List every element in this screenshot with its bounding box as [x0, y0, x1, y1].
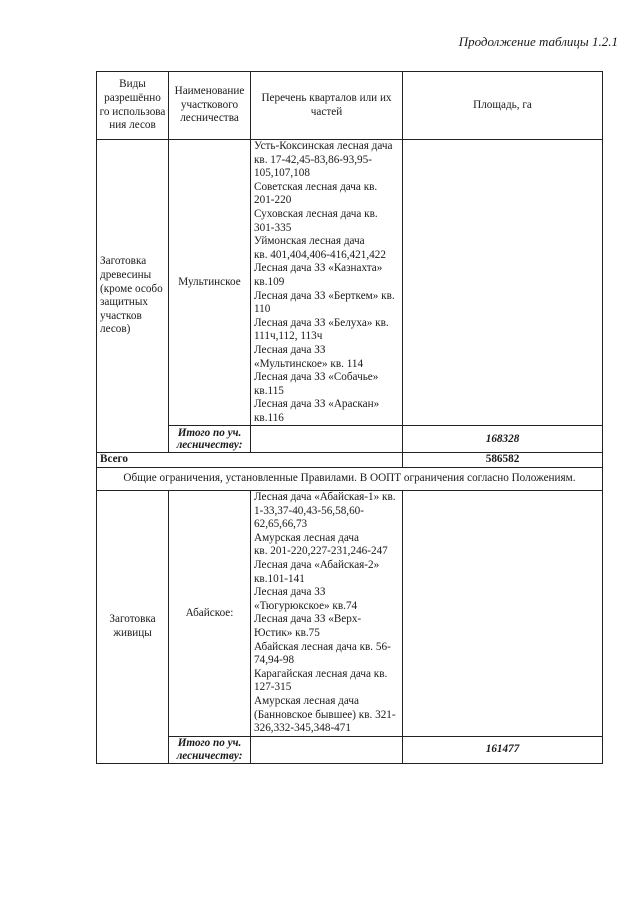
total-label: Всего	[97, 453, 403, 468]
subtotal-value: 161477	[403, 736, 603, 763]
subtotal-value: 168328	[403, 426, 603, 453]
list-item: кв. 401,404,406-416,421,422	[254, 248, 386, 261]
list-item: Амурская лесная дача	[254, 531, 359, 544]
list-item: Суховская лесная дача кв. 301-335	[254, 207, 378, 234]
use-kind-cell: Заготовка древесины (кроме особо защитных участков лесов)	[97, 140, 169, 453]
list-item: кв. 201-220,227-231,246-247	[254, 545, 388, 558]
list-item: Лесная дача «Абайская-1» кв. 1-33,37-40,43-56,58,60-62,65,66,73	[254, 491, 396, 531]
list-item: Лесная дача ЗЗ «Тюгурюкское» кв.74	[254, 586, 358, 612]
list-item: Лесная дача ЗЗ «Араскан» кв.116	[254, 398, 380, 424]
list-item: Амурская лесная дача (Банновское бывшее) кв. 321-326,332-345,348-471	[254, 694, 396, 735]
restrictions-note: Общие ограничения, установленные Правилами. В ООПТ ограничения согласно Положениям.	[97, 468, 603, 491]
forest-use-table	[96, 71, 603, 764]
list-item: Советская лесная дача кв. 201-220	[254, 180, 378, 207]
area-cell	[403, 491, 603, 737]
header-quarters: Перечень кварталов или их частей	[251, 72, 403, 140]
forestry-name-cell: Абайское:	[169, 491, 251, 737]
header-forestry: Наименование участкового лесничества	[169, 72, 251, 140]
list-item: Лесная дача ЗЗ «Белуха» кв. 111ч,112, 113ч	[254, 316, 389, 343]
header-use-kind: Виды разрешённо го использова ния лесов	[97, 72, 169, 140]
header-area: Площадь, га	[403, 72, 603, 140]
list-item: Лесная дача ЗЗ «Верх-Юстик» кв.75	[254, 613, 362, 639]
subtotal-row	[97, 426, 603, 453]
empty-cell	[251, 736, 403, 763]
restrictions-row	[97, 468, 603, 491]
area-cell	[403, 140, 603, 426]
list-item: Абайская лесная дача кв. 56-74,94-98	[254, 640, 391, 667]
quarters-list-cell	[251, 140, 403, 426]
table-header-row	[97, 72, 603, 140]
quarters-list-cell	[251, 491, 403, 737]
list-item: Усть-Коксинская лесная дача	[254, 140, 393, 152]
subtotal-label: Итого по уч. лесничеству:	[169, 426, 251, 453]
forestry-name-cell: Мультинское	[169, 140, 251, 426]
list-item: Карагайская лесная дача кв. 127-315	[254, 667, 388, 694]
subtotal-row	[97, 736, 603, 763]
list-item: Уймонская лесная дача	[254, 235, 365, 248]
table-row	[97, 140, 603, 426]
total-value: 586582	[403, 453, 603, 468]
total-row	[97, 453, 603, 468]
list-item: Лесная дача ЗЗ «Берткем» кв. 110	[254, 289, 395, 316]
subtotal-label: Итого по уч. лесничеству:	[169, 736, 251, 763]
use-kind-cell: Заготовка живицы	[97, 491, 169, 764]
table-row	[97, 491, 603, 737]
list-item: Лесная дача «Абайская-2» кв.101-141	[254, 559, 380, 585]
list-item: Лесная дача ЗЗ «Мультинское» кв. 114	[254, 343, 364, 370]
empty-cell	[251, 426, 403, 453]
list-item: Лесная дача ЗЗ «Казнахта» кв.109	[254, 262, 383, 288]
list-item: Лесная дача ЗЗ «Собачье» кв.115	[254, 371, 379, 397]
list-item: кв. 17-42,45-83,86-93,95-105,107,108	[254, 153, 372, 180]
table-continuation-note: Продолжение таблицы 1.2.1	[458, 34, 618, 49]
